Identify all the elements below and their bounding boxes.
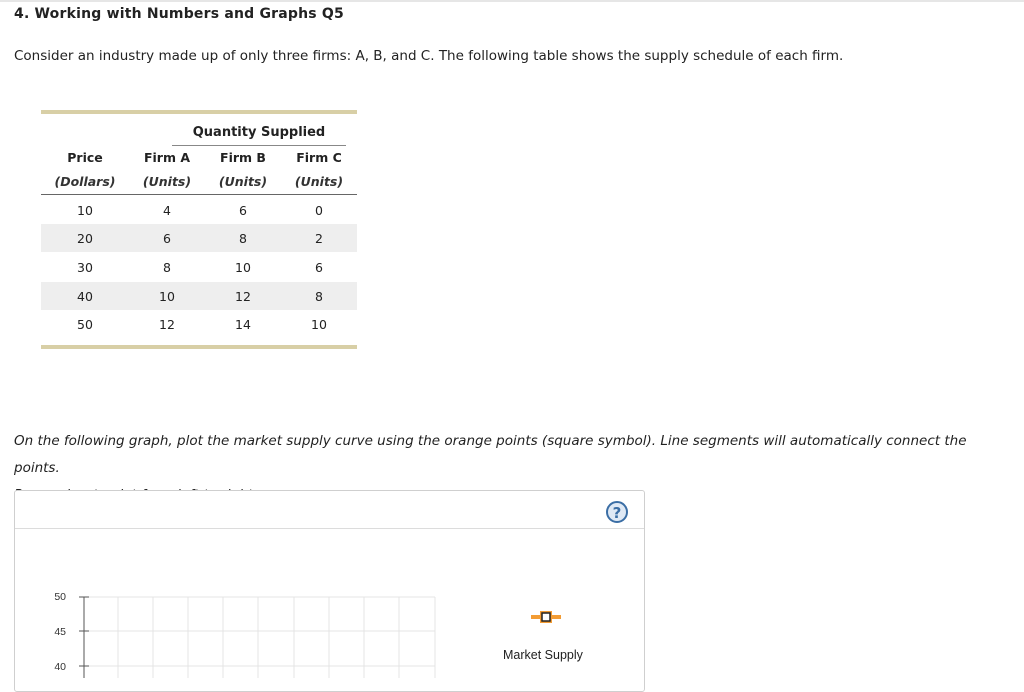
intro-text: Consider an industry made up of only three firms: A, B, and C. The following table shows the supply schedule of each firm.: [14, 48, 844, 64]
cell-firm-a: 6: [163, 231, 171, 246]
col-header-price: Price: [67, 150, 103, 165]
col-header-firm-a: Firm A: [143, 150, 191, 165]
cell-firm-a: 4: [163, 203, 171, 218]
cell-firm-a: 8: [163, 260, 171, 275]
col-unit-firm-a: (Units): [142, 174, 192, 189]
cell-price: 50: [77, 317, 93, 332]
cell-price: 20: [77, 231, 93, 246]
cell-firm-a: 10: [159, 289, 175, 304]
cell-price: 10: [77, 203, 93, 218]
col-unit-firm-c: (Units): [294, 174, 344, 189]
help-button[interactable]: ?: [606, 501, 628, 523]
cell-price: 40: [77, 289, 93, 304]
question-title: 4. Working with Numbers and Graphs Q5: [14, 6, 344, 22]
instructions-line-1: On the following graph, plot the market supply curve using the orange points (square symbol). Line segments will automatically connect the points.: [14, 433, 967, 476]
cell-firm-c: 2: [315, 231, 323, 246]
cell-firm-c: 6: [315, 260, 323, 275]
orange-square-point-tool-icon[interactable]: [531, 610, 561, 624]
market-supply-legend-label: Market Supply: [503, 648, 583, 662]
cell-firm-b: 12: [235, 289, 251, 304]
col-unit-price: (Dollars): [54, 174, 116, 189]
cell-firm-b: 10: [235, 260, 251, 275]
cell-price: 30: [77, 260, 93, 275]
quantity-supplied-header: Quantity Supplied: [192, 125, 326, 140]
cell-firm-b: 6: [239, 203, 247, 218]
col-header-firm-c: Firm C: [296, 150, 342, 165]
plot-grid: [84, 597, 435, 678]
cell-firm-b: 8: [239, 231, 247, 246]
cell-firm-c: 0: [315, 203, 323, 218]
y-tick-label: 50: [54, 591, 66, 603]
cell-firm-c: 10: [311, 317, 327, 332]
y-tick-label: 45: [54, 626, 66, 638]
col-header-firm-b: Firm B: [220, 150, 266, 165]
y-tick-label: 40: [54, 661, 66, 673]
cell-firm-a: 12: [159, 317, 175, 332]
cell-firm-b: 14: [235, 317, 251, 332]
col-unit-firm-b: (Units): [218, 174, 268, 189]
cell-firm-c: 8: [315, 289, 323, 304]
